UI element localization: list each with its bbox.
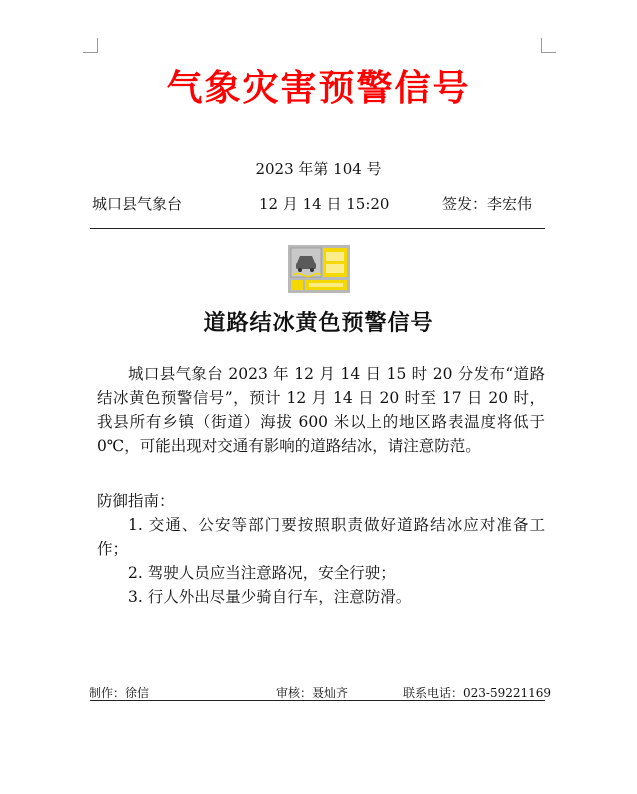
defense-guide-heading: 防御指南： xyxy=(97,492,175,510)
issue-number: 2023 年第 104 号 xyxy=(255,160,382,178)
guide-item-2: 2. 驾驶人员应当注意路况，安全行驶； xyxy=(128,564,396,582)
warning-signal-title: 道路结冰黄色预警信号 xyxy=(203,310,434,336)
road-icing-warning-icon xyxy=(288,245,350,293)
guide-item-3: 3. 行人外出尽量少骑自行车，注意防滑。 xyxy=(128,588,412,606)
issue-datetime: 12 月 14 日 15:20 xyxy=(259,195,390,213)
page-corner-mark-top-left xyxy=(83,38,98,53)
issuing-office: 城口县气象台 xyxy=(92,195,183,213)
page-corner-mark-top-right xyxy=(541,38,556,53)
signer: 签发：李宏伟 xyxy=(442,195,533,213)
footer-reviewer: 审核：聂灿齐 xyxy=(276,686,349,700)
warning-body-paragraph: 城口县气象台 2023 年 12 月 14 日 15 时 20 分发布“道路结冰黄色预警信号”，预计 12 月 14 日 20 时至 17 日 20 时，我县所有乡镇（街道）海拔 600 米以上的地区路表温度将低于 0℃，可能出现对交通有影响的道路结冰，请注意防范。 xyxy=(97,365,545,455)
document-title: 气象灾害预警信号 xyxy=(166,67,471,109)
defense-guide-list xyxy=(97,513,545,609)
footer-contact-phone: 联系电话：023-59221169 xyxy=(403,686,552,700)
guide-item-1: 1. 交通、公安等部门要按照职责做好道路结冰应对准备工作； xyxy=(97,516,545,558)
header-divider xyxy=(90,228,545,229)
footer-divider xyxy=(90,700,545,701)
footer-maker: 制作：徐信 xyxy=(89,686,150,700)
